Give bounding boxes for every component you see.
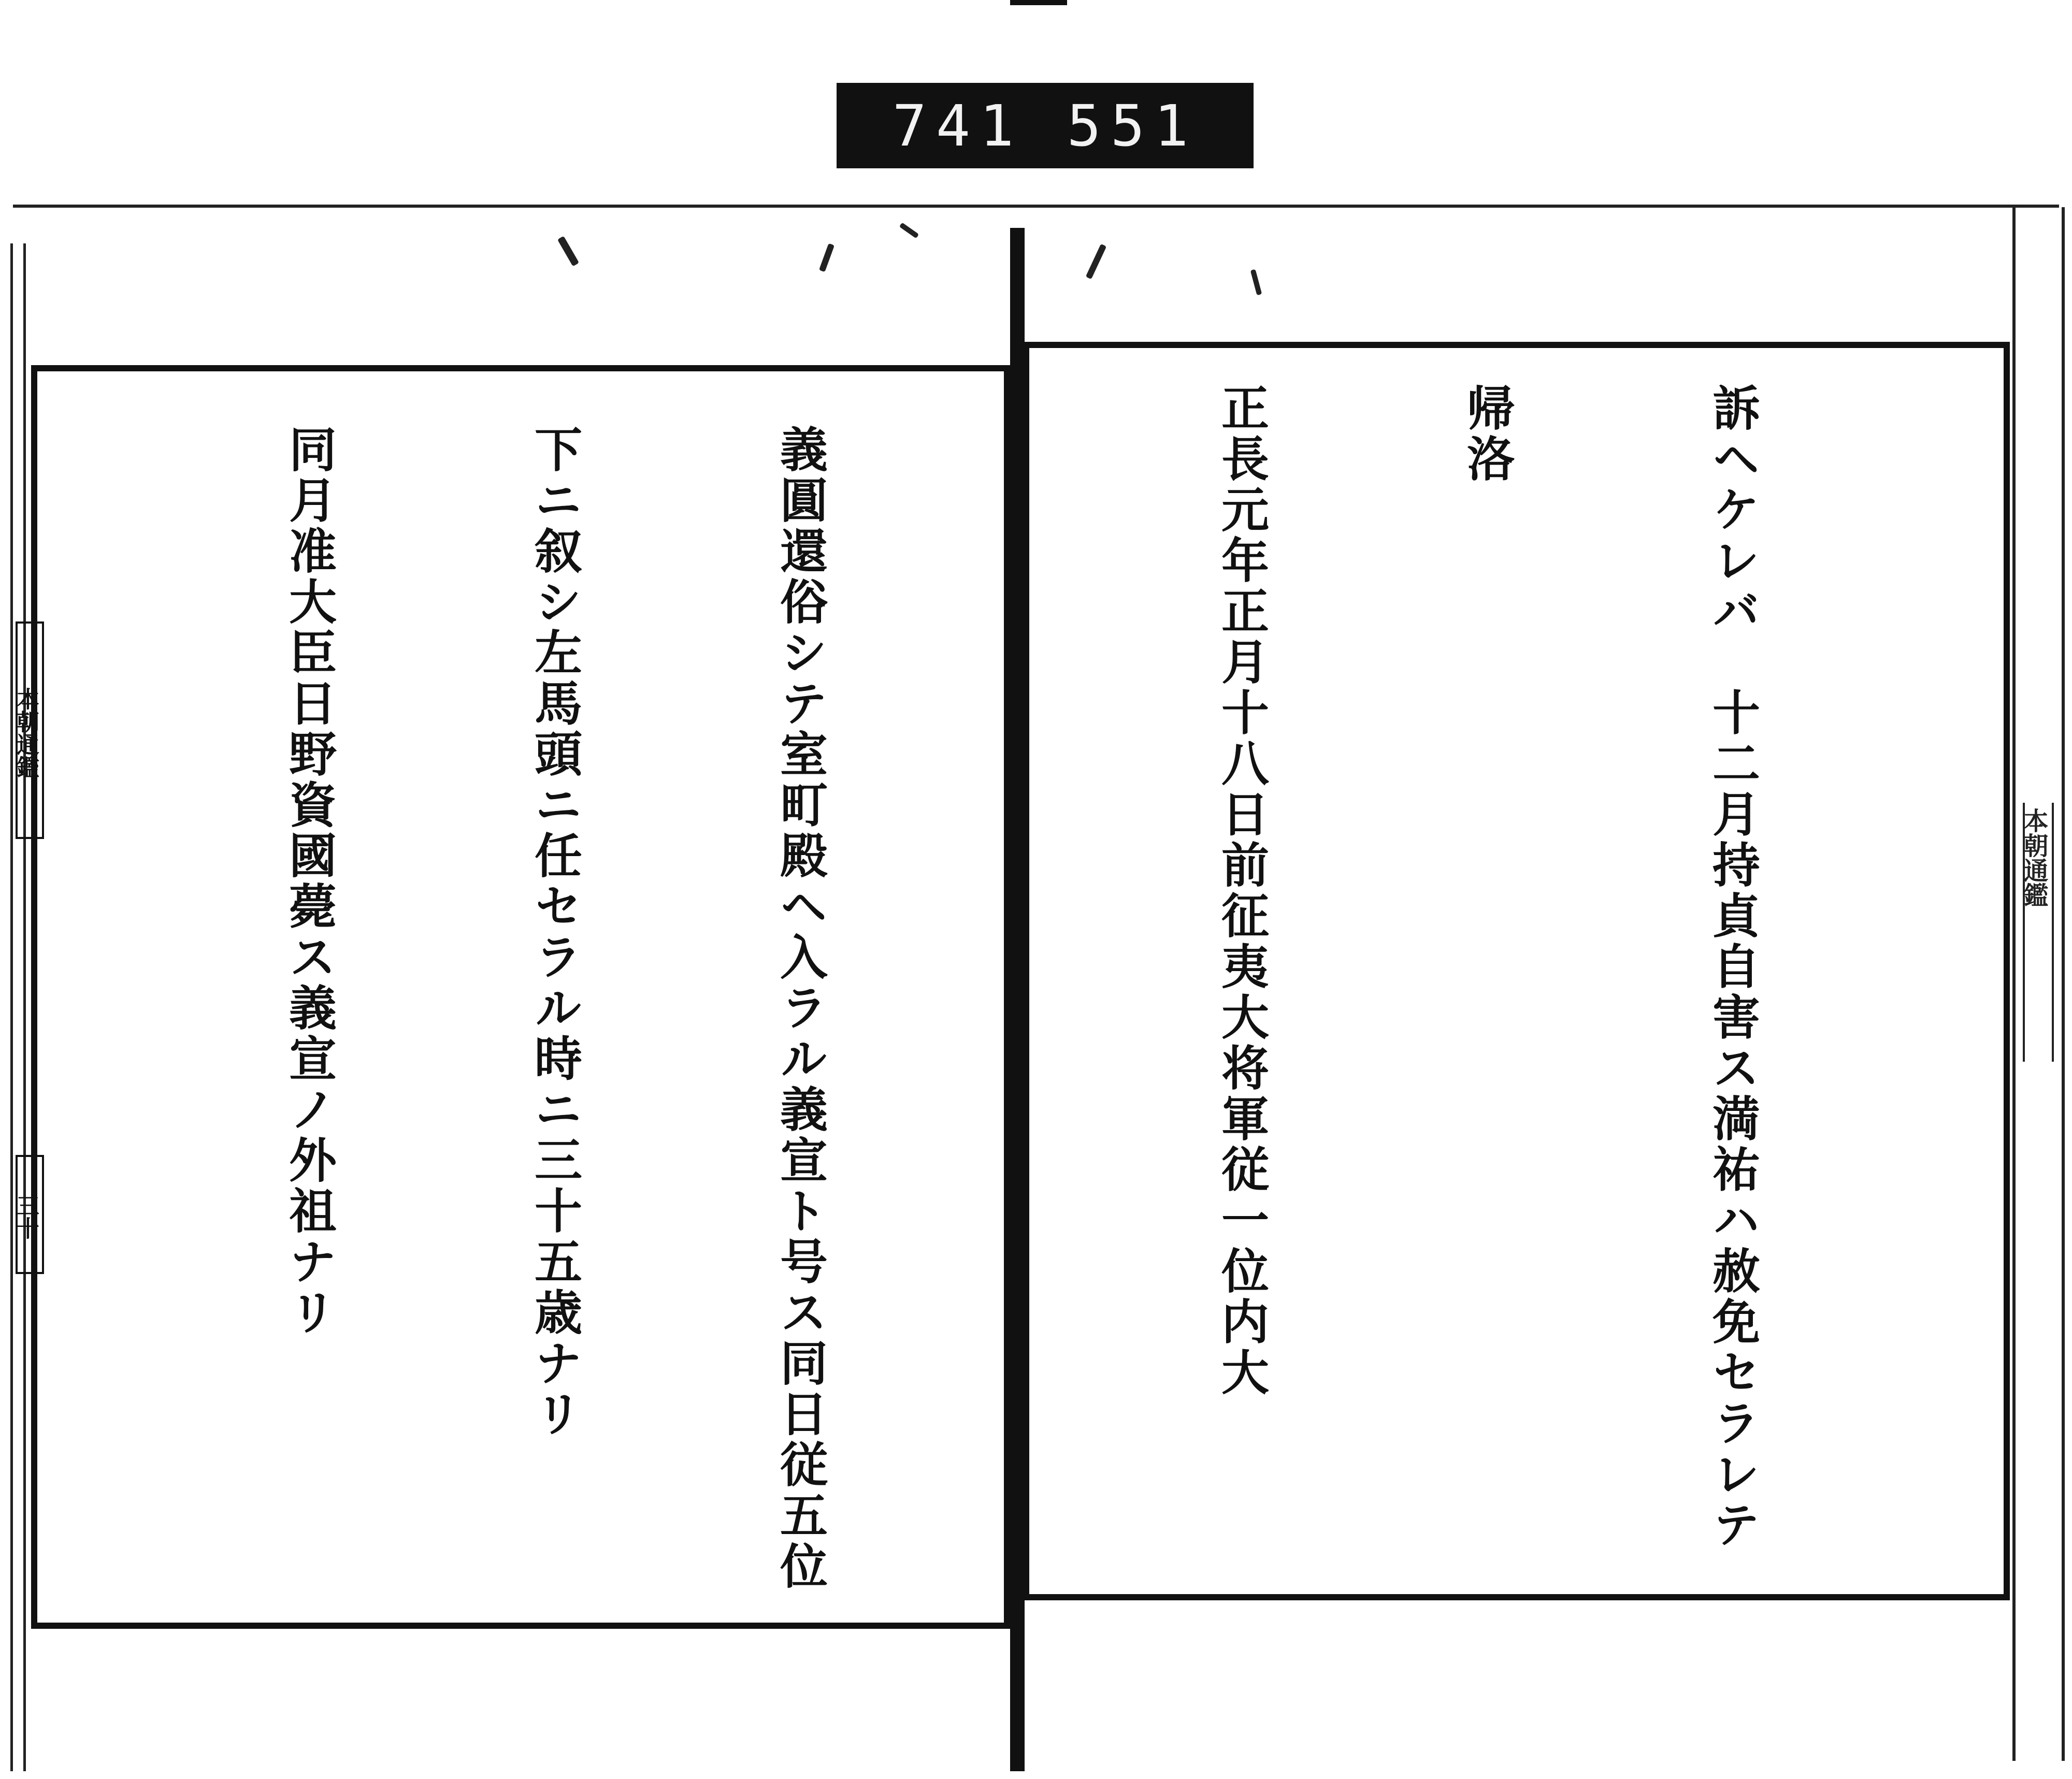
text-column: 正長元年正月十八日前征夷大将軍従一位内大	[1214, 383, 1270, 1398]
right-edge-line	[2062, 207, 2065, 1761]
text-column: 同月准大臣日野資國薨ス義宣ノ外祖ナリ	[281, 425, 337, 1338]
top-edge-mark	[1010, 0, 1067, 5]
left-page-text	[137, 425, 1005, 1606]
right-edge-line	[2012, 207, 2016, 1761]
spine-page-label: 三十	[16, 1155, 44, 1274]
right-page-text	[1057, 383, 1937, 1564]
catalog-number-label: 741 551	[837, 83, 1254, 168]
right-edge-label: 本朝通鑑	[2023, 803, 2054, 1062]
spine-title-label: 本朝通鑑	[16, 621, 44, 839]
right-page-edge	[2012, 207, 2069, 1761]
text-column: 帰洛	[1459, 383, 1515, 485]
text-column: 下ニ叙シ左馬頭ニ任セラル時ニ三十五歳ナリ	[527, 425, 583, 1440]
left-spine-edge	[10, 243, 26, 1771]
text-column: 義圓還俗シテ室町殿ヘ入ラル義宣ト号ス同日従五位	[772, 425, 828, 1592]
text-column: 訴ヘケレバ 十二月持貞自害ス満祐ハ赦免セラレテ	[1705, 383, 1761, 1551]
page-gutter	[1010, 228, 1025, 1771]
